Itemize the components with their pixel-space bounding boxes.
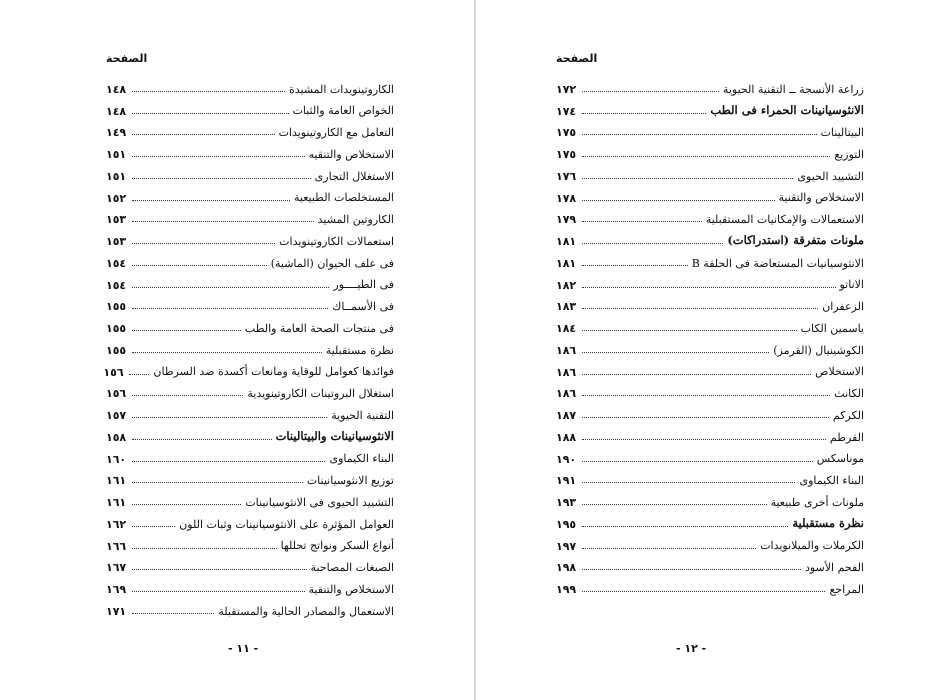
toc-entry (106, 74, 394, 96)
toc-entry-page-number: ١٨١ (556, 256, 577, 270)
toc-entry-title: الزعفران (822, 300, 864, 314)
dotted-leader (582, 287, 836, 288)
toc-entry (556, 161, 864, 183)
dotted-leader (582, 482, 795, 483)
toc-entry-title: البناء الكيماوى (799, 474, 864, 488)
toc-entry-page-number: ١٥٤ (106, 256, 127, 270)
toc-entry-page-number: ١٧٩ (556, 213, 577, 227)
toc-entry-page-number: ١٨٢ (556, 278, 577, 292)
toc-entry-page-number: ١٩٨ (556, 561, 577, 575)
toc-entry-title: استعمالات الكاروتينويدات (279, 234, 394, 248)
toc-entry-page-number: ١٧٤ (556, 104, 577, 118)
toc-entry-title: الاستخلاص والتنقية (308, 582, 394, 596)
toc-entry-title: الكوشينيال (القرمز) (773, 343, 864, 357)
dotted-leader (582, 265, 688, 266)
toc-entry-page-number: ١٩٠ (556, 452, 577, 466)
toc-entry (106, 466, 394, 488)
toc-entry-page-number: ١٥٤ (106, 278, 127, 292)
dotted-leader (582, 156, 830, 157)
toc-entry-title: الانثوسيانيات المستعاضة فى الحلقة B (691, 256, 864, 270)
dotted-leader (132, 569, 307, 570)
toc-entry (556, 509, 864, 531)
toc-entry-title: الاستعمال والمصادر الحالية والمستقبلة (218, 604, 394, 618)
toc-entry-page-number: ١٦٠ (106, 452, 127, 466)
toc-entry-page-number: ١٦٢ (106, 517, 127, 531)
toc-entry (556, 357, 864, 379)
toc-entry-page-number: ١٥٣ (106, 213, 127, 227)
toc-entry-title: استغلال البروتينات الكاروتينويدية (247, 387, 394, 401)
dotted-leader (582, 113, 706, 114)
toc-entry-page-number: ١٨٦ (556, 387, 577, 401)
dotted-leader (132, 200, 290, 201)
toc-entry-page-number: ١٨٧ (556, 409, 577, 422)
toc-entry-title: الكركم (832, 408, 864, 422)
dotted-leader (132, 330, 241, 331)
toc-entry (106, 531, 394, 553)
toc-entry (556, 487, 864, 509)
toc-entry-title: الانثوسيانينات والبيتالينات (275, 428, 394, 443)
toc-entry (106, 139, 394, 161)
dotted-leader (132, 352, 322, 353)
toc-entry-title: الكانث (834, 387, 864, 401)
toc-entry-title: فى الطيــــور (333, 278, 394, 292)
dotted-leader (129, 374, 149, 375)
toc-entry-page-number: ١٩١ (556, 474, 577, 488)
toc-entry-title: ملونات أخرى طبيعية (770, 495, 864, 509)
toc-entry-page-number: ١٥٥ (106, 343, 127, 357)
toc-entry-page-number: ١٩٣ (556, 496, 577, 509)
toc-entry (556, 574, 864, 596)
dotted-leader (582, 526, 788, 527)
toc-entry-title: ملونات متفرقة (استدراكات) (727, 233, 864, 248)
toc-entry-page-number: ١٧٦ (556, 169, 577, 183)
dotted-leader (582, 591, 825, 592)
toc-entry (556, 226, 864, 248)
toc-entry-page-number: ١٥٦ (103, 365, 124, 379)
toc-entry-page-number: ١٩٩ (556, 583, 577, 596)
toc-entry (106, 96, 394, 118)
toc-entry-title: العوامل المؤثرة على الانثوسيانينات وثبات اللون (179, 517, 394, 531)
toc-entry (106, 118, 394, 140)
dotted-leader (582, 461, 813, 462)
toc-entry-page-number: ١٧١ (106, 604, 127, 618)
toc-entry-title: التوزيع (834, 147, 864, 161)
toc-entry (106, 574, 394, 596)
toc-entry (556, 292, 864, 314)
dotted-leader (582, 548, 756, 549)
toc-entry (103, 357, 394, 379)
toc-entry-page-number: ١٥١ (106, 148, 127, 161)
dotted-leader (132, 243, 275, 244)
toc-entry-title: الاستخلاص والتقنية (778, 191, 864, 205)
dotted-leader (132, 548, 277, 549)
dotted-leader (582, 200, 775, 201)
toc-list (556, 74, 864, 596)
toc-entry (106, 183, 394, 205)
toc-entry-title: البناء الكيماوى (329, 452, 394, 466)
toc-entry (556, 466, 864, 488)
dotted-leader (132, 308, 328, 309)
toc-entry (556, 531, 864, 553)
toc-entry (106, 313, 394, 335)
toc-entry (556, 400, 864, 422)
toc-entry-page-number: ١٥٨ (106, 430, 127, 444)
toc-entry-page-number: ١٨٦ (556, 365, 577, 379)
toc-entry-title: الكرملات والميلانويدات (760, 539, 864, 553)
toc-entry-title: التشييد الحيوى (797, 169, 864, 183)
toc-entry (556, 205, 864, 227)
toc-entry-title: التشييد الحيوى فى الانثوسيانينات (245, 495, 394, 509)
toc-entry (556, 183, 864, 205)
toc-entry (556, 74, 864, 96)
dotted-leader (132, 134, 275, 135)
toc-entry (106, 509, 394, 531)
toc-entry (106, 487, 394, 509)
toc-entry-title: الاستعمالات والإمكانيات المستقبلية (705, 213, 864, 227)
toc-entry (106, 422, 394, 444)
toc-entry (556, 379, 864, 401)
toc-entry-page-number: ١٦١ (106, 496, 127, 509)
toc-entry-title: القرطم (829, 430, 864, 444)
toc-entry (556, 313, 864, 335)
toc-entry (556, 248, 864, 270)
dotted-leader (582, 330, 797, 331)
page-number-footer: - ١١ - (228, 642, 259, 655)
dotted-leader (582, 134, 817, 135)
dotted-leader (132, 395, 243, 396)
toc-entry (106, 596, 394, 618)
toc-entry-title: زراعة الأنسجة ــ التقنية الحيوية (722, 82, 864, 96)
toc-entry-page-number: ١٥٥ (106, 322, 127, 335)
toc-entry (106, 161, 394, 183)
toc-entry-title: الفحم الأسود (804, 561, 864, 575)
dotted-leader (132, 504, 241, 505)
toc-entry-page-number: ١٨٨ (556, 430, 577, 444)
dotted-leader (582, 91, 719, 92)
page-number-footer: - ١٢ - (676, 642, 707, 655)
toc-entry-title: الاستخلاص والتنقيه (308, 147, 394, 161)
toc-entry-title: الاستخلاص (815, 365, 864, 379)
toc-entry-title: التعامل مع الكاروتينويدات (278, 126, 394, 140)
toc-entry-page-number: ١٤٨ (106, 82, 127, 96)
dotted-leader (132, 439, 272, 440)
toc-entry (556, 335, 864, 357)
toc-entry-title: فى منتجات الصحة العامة والطب (244, 321, 394, 335)
dotted-leader (582, 352, 769, 353)
toc-entry-title: الخواص العامة والثبات (292, 104, 394, 118)
toc-entry (106, 248, 394, 270)
toc-entry-title: البيتالينات (820, 126, 864, 140)
dotted-leader (582, 178, 793, 179)
toc-entry (556, 553, 864, 575)
toc-entry (556, 444, 864, 466)
toc-entry-page-number: ١٥١ (106, 169, 127, 183)
dotted-leader (132, 461, 325, 462)
toc-entry-title: الكاروتين المشيد (317, 213, 394, 227)
toc-entry-title: نظرة مستقبلية (325, 343, 394, 357)
dotted-leader (582, 308, 818, 309)
toc-entry-page-number: ١٧٥ (556, 126, 577, 140)
toc-entry-title: فوائدها كعوامل للوقاية ومانعات أكسدة ضد السرطان (153, 365, 394, 379)
toc-entry-page-number: ١٨٣ (556, 300, 577, 314)
toc-entry (106, 379, 394, 401)
toc-entry-page-number: ١٥٣ (106, 235, 127, 248)
toc-entry (106, 335, 394, 357)
toc-entry (106, 400, 394, 422)
toc-entry-title: موناسكس (816, 452, 864, 466)
dotted-leader (582, 374, 811, 375)
toc-entry-page-number: ١٤٨ (106, 104, 127, 118)
toc-entry (106, 553, 394, 575)
toc-entry-title: الاناتو (839, 278, 864, 292)
toc-entry (556, 118, 864, 140)
toc-entry-page-number: ١٦٩ (106, 583, 127, 596)
dotted-leader (132, 287, 329, 288)
toc-entry-page-number: ١٩٥ (556, 517, 577, 531)
toc-entry-page-number: ١٨٦ (556, 343, 577, 357)
toc-entry (106, 444, 394, 466)
dotted-leader (582, 221, 702, 222)
left-page (0, 0, 474, 700)
toc-entry-title: توزيع الانثوسيانينات (306, 474, 394, 488)
dotted-leader (582, 243, 723, 244)
toc-entry-page-number: ١٨١ (556, 235, 577, 248)
toc-entry (106, 292, 394, 314)
dotted-leader (132, 265, 267, 266)
toc-entry (556, 422, 864, 444)
dotted-leader (132, 91, 285, 92)
toc-entry-title: الصبغات المصاحبة (310, 561, 394, 575)
toc-entry-page-number: ١٦٧ (106, 561, 127, 575)
toc-entry-page-number: ١٦١ (106, 474, 127, 488)
toc-entry-page-number: ١٥٦ (106, 387, 127, 401)
toc-entry-title: المستخلصات الطبيعية (294, 191, 394, 205)
toc-entry-title: نظرة مستقبلية (792, 515, 864, 530)
dotted-leader (132, 156, 305, 157)
toc-entry-page-number: ١٤٩ (106, 126, 127, 140)
dotted-leader (132, 178, 311, 179)
toc-entry-page-number: ١٧٢ (556, 82, 577, 96)
toc-entry-page-number: ١٧٨ (556, 191, 577, 205)
toc-list (103, 74, 394, 618)
dotted-leader (132, 591, 305, 592)
toc-entry-page-number: ١٥٧ (106, 409, 127, 422)
right-page (476, 0, 950, 700)
toc-entry-page-number: ١٧٥ (556, 148, 577, 161)
dotted-leader (582, 569, 801, 570)
toc-entry (106, 205, 394, 227)
toc-entry (556, 270, 864, 292)
dotted-leader (132, 417, 327, 418)
toc-entry-title: أنواع السكر ونواتج تحللها (280, 539, 394, 553)
dotted-leader (582, 439, 826, 440)
toc-entry-title: الكاروتينويدات المشيدة (288, 82, 394, 96)
dotted-leader (132, 482, 303, 483)
toc-entry-title: فى علف الحيوان (الماشية) (270, 256, 394, 270)
toc-entry-page-number: ١٥٥ (106, 300, 127, 314)
dotted-leader (582, 417, 829, 418)
toc-entry-title: المراجع (829, 582, 864, 596)
dotted-leader (582, 395, 830, 396)
toc-entry-title: ياسمين الكاب (800, 321, 864, 335)
toc-entry-page-number: ١٩٧ (556, 539, 577, 553)
toc-entry-page-number: ١٦٦ (106, 539, 127, 553)
toc-entry (106, 226, 394, 248)
page-column-header: الصفحة (106, 52, 148, 65)
toc-entry-title: التقنية الحيوية (331, 408, 394, 422)
toc-entry-title: فى الأسمــاك (332, 300, 394, 314)
toc-entry-title: الاستغلال التجارى (314, 169, 394, 183)
dotted-leader (132, 221, 314, 222)
toc-entry (106, 270, 394, 292)
page-column-header: الصفحة (556, 52, 598, 65)
dotted-leader (582, 504, 767, 505)
toc-entry-page-number: ١٨٤ (556, 322, 577, 335)
dotted-leader (132, 526, 175, 527)
toc-entry-page-number: ١٥٢ (106, 191, 127, 205)
toc-entry-title: الانثوسيانينات الحمراء فى الطب (710, 102, 864, 117)
toc-entry (556, 139, 864, 161)
toc-entry (556, 96, 864, 118)
dotted-leader (132, 113, 289, 114)
dotted-leader (132, 613, 214, 614)
